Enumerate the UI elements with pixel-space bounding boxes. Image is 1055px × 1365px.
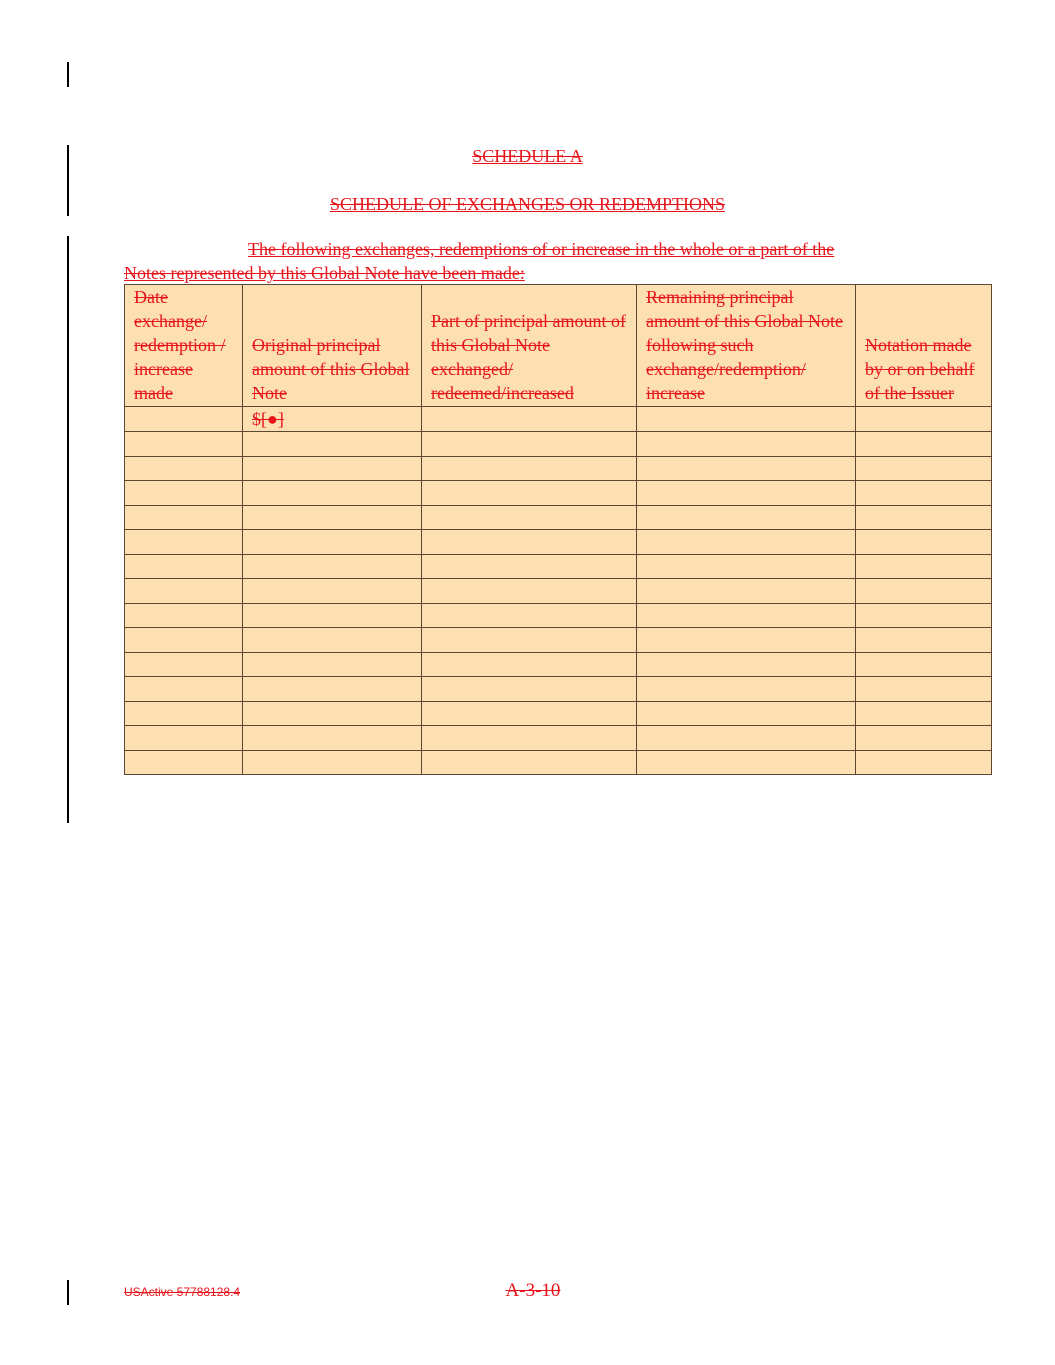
- header-remaining-principal: Remaining principal amount of this Global Note following such exchange/redemption/ increase: [637, 285, 856, 407]
- table-cell: [856, 677, 992, 702]
- table-cell: [422, 579, 637, 604]
- table-cell: [856, 456, 992, 481]
- table-cell: [125, 481, 243, 506]
- table-row: [125, 628, 992, 653]
- table-row: [125, 726, 992, 751]
- table-cell: [125, 579, 243, 604]
- change-bar: [67, 62, 69, 87]
- intro-line-1: The following exchanges, redemptions of or increase in the whole or a part of the: [248, 239, 835, 259]
- table-cell: [422, 407, 637, 432]
- table-cell: [637, 677, 856, 702]
- table-cell: [243, 726, 422, 751]
- table-cell: [125, 726, 243, 751]
- table-cell: [856, 579, 992, 604]
- page-number: A-3-10: [505, 1280, 561, 1301]
- table-cell: [243, 432, 422, 457]
- table-row: [125, 530, 992, 555]
- intro-line-2: Notes represented by this Global Note have been made:: [124, 263, 525, 283]
- table-cell: [243, 530, 422, 555]
- table-cell: [637, 726, 856, 751]
- table-cell: [637, 603, 856, 628]
- table-cell: [125, 652, 243, 677]
- table-cell: [637, 579, 856, 604]
- table-cell: [125, 628, 243, 653]
- table-cell: [125, 530, 243, 555]
- table-cell: [856, 603, 992, 628]
- table-cell: [125, 432, 243, 457]
- table-cell: [243, 481, 422, 506]
- table-row: [125, 505, 992, 530]
- header-part-of-principal: Part of principal amount of this Global Note exchanged/ redeemed/increased: [422, 285, 637, 407]
- table-cell: [422, 677, 637, 702]
- table-row: [125, 701, 992, 726]
- table-row: [125, 603, 992, 628]
- table-cell: [856, 407, 992, 432]
- table-row: [125, 481, 992, 506]
- table-row: [125, 407, 992, 432]
- table-cell: [422, 628, 637, 653]
- table-cell: [125, 407, 243, 432]
- table-cell: [637, 652, 856, 677]
- table-cell: [856, 701, 992, 726]
- table-cell: [637, 432, 856, 457]
- table-cell: [856, 750, 992, 775]
- table-cell: [125, 505, 243, 530]
- table-cell: [637, 456, 856, 481]
- table-cell: [125, 554, 243, 579]
- table-cell: [422, 530, 637, 555]
- table-cell: [243, 652, 422, 677]
- table-cell: [125, 456, 243, 481]
- table-row: [125, 677, 992, 702]
- table-cell: [422, 652, 637, 677]
- table-row: [125, 579, 992, 604]
- header-date: Date exchange/ redemption / increase made: [125, 285, 243, 407]
- table-cell: [243, 677, 422, 702]
- table-cell: [637, 628, 856, 653]
- table-cell: [243, 628, 422, 653]
- table-cell: [243, 456, 422, 481]
- change-bar: [67, 236, 69, 823]
- table-cell: [243, 407, 422, 432]
- table-row: [125, 652, 992, 677]
- table-cell: [422, 456, 637, 481]
- document-id: USActive 57788128.4: [124, 1285, 241, 1299]
- table-cell: [243, 579, 422, 604]
- table-cell: [243, 701, 422, 726]
- table-row: [125, 456, 992, 481]
- table-cell: [243, 750, 422, 775]
- table-cell: [125, 677, 243, 702]
- table-cell: [856, 432, 992, 457]
- table-cell: [243, 554, 422, 579]
- table-cell: [856, 652, 992, 677]
- table-cell: [422, 554, 637, 579]
- table-cell: [637, 505, 856, 530]
- table-cell: [856, 505, 992, 530]
- table-row: [125, 432, 992, 457]
- table-cell: [422, 701, 637, 726]
- table-cell: [856, 726, 992, 751]
- table-cell: [125, 750, 243, 775]
- table-cell: [637, 481, 856, 506]
- table-cell: [422, 726, 637, 751]
- table-cell: [422, 603, 637, 628]
- table-cell: [637, 701, 856, 726]
- table-header-row: [125, 285, 992, 407]
- table-cell: [422, 432, 637, 457]
- table-row: [125, 750, 992, 775]
- table-cell: [422, 481, 637, 506]
- table-cell: [125, 701, 243, 726]
- table-cell: [637, 554, 856, 579]
- table-cell: [125, 603, 243, 628]
- table-cell: [243, 505, 422, 530]
- table-cell: [637, 750, 856, 775]
- table-row: [125, 554, 992, 579]
- table-cell: [422, 750, 637, 775]
- table-cell: [637, 407, 856, 432]
- original-amount: $[●]: [252, 409, 284, 429]
- table-cell: [637, 530, 856, 555]
- schedule-subtitle: SCHEDULE OF EXCHANGES OR REDEMPTIONS: [329, 194, 726, 214]
- table-cell: [856, 628, 992, 653]
- table-cell: [422, 505, 637, 530]
- table-cell: [856, 481, 992, 506]
- table-cell: [856, 530, 992, 555]
- table-cell: [856, 554, 992, 579]
- header-original-principal: Original principal amount of this Global Note: [243, 285, 422, 407]
- header-notation: Notation made by or on behalf of the Issuer: [856, 285, 992, 407]
- schedule-title: SCHEDULE A: [472, 146, 583, 166]
- table-cell: [243, 603, 422, 628]
- schedule-table: [124, 284, 992, 775]
